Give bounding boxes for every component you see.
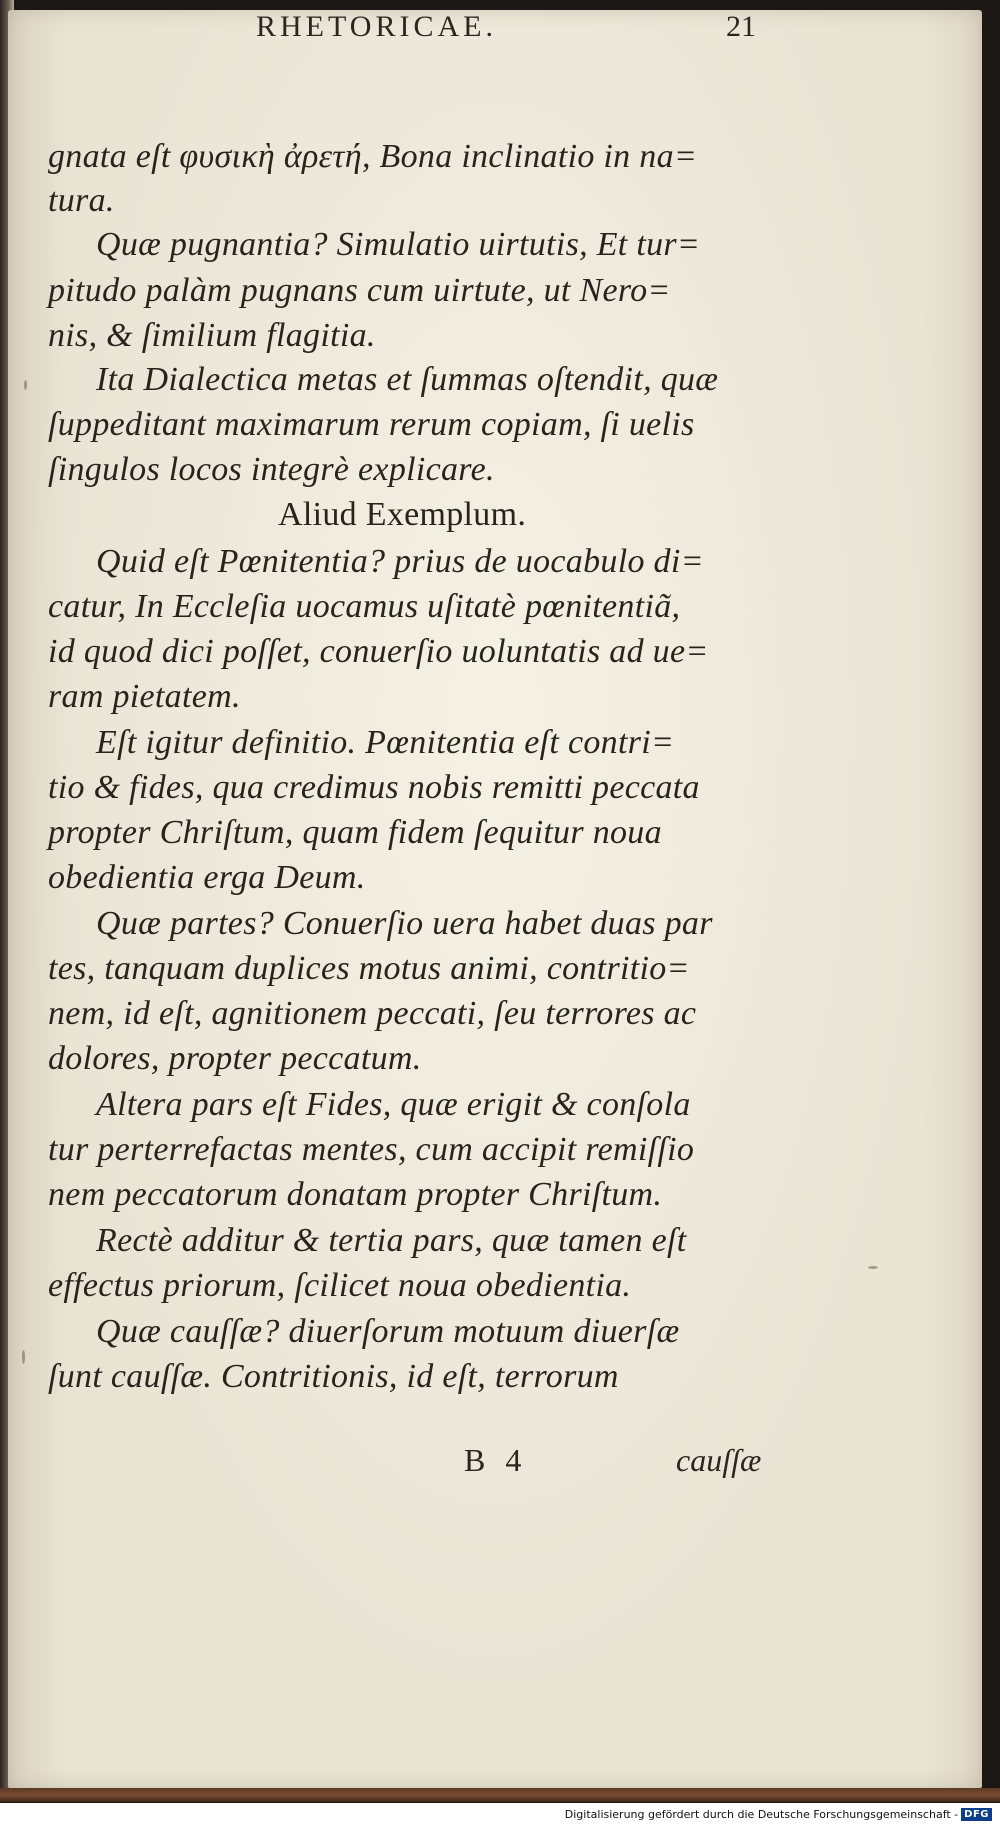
text-line: nem, id eſt, agnitionem peccati, ſeu terrores ac: [48, 995, 697, 1032]
text-line: tio & fides, qua credimus nobis remitti peccata: [48, 769, 700, 806]
text-line: Quid eſt Pœnitentia? prius de uocabulo di=: [96, 543, 704, 580]
section-heading: Aliud Exemplum.: [278, 496, 527, 533]
text-line: ſuppeditant maximarum rerum copiam, ſi uelis: [48, 406, 695, 443]
text-line: id quod dici poſſet, conuerſio uoluntatis ad ue=: [48, 633, 709, 670]
digitization-credit: [565, 1808, 992, 1821]
text-line: Eſt igitur definitio. Pœnitentia eſt contri=: [96, 724, 675, 761]
paper-speck: [24, 380, 27, 390]
text-line: Quæ pugnantia? Simulatio uirtutis, Et tur=: [96, 226, 701, 263]
text-line: effectus priorum, ſcilicet noua obedientia.: [48, 1267, 632, 1304]
catchword: cauſſæ: [676, 1442, 762, 1478]
text-line: Ita Dialectica metas et ſummas oſtendit, quæ: [96, 361, 719, 398]
dfg-logo: DFG: [961, 1808, 992, 1821]
text-line: Quæ cauſſæ? diuerſorum motuum diuerſæ: [96, 1313, 680, 1350]
page-footer-marks: [8, 1442, 982, 1486]
text-line: ram pietatem.: [48, 678, 241, 715]
text-line: ſingulos locos integrè explicare.: [48, 451, 495, 488]
text-line: tes, tanquam duplices motus animi, contritio=: [48, 950, 690, 987]
text-line: tur perterrefactas mentes, cum accipit remiſſio: [48, 1131, 695, 1168]
digitization-footer: [0, 1803, 1000, 1827]
book-page: [8, 10, 982, 1788]
running-head: [8, 10, 982, 50]
text-line: gnata eſt φυσικὴ ἀρετή, Bona inclinatio in na=: [48, 138, 698, 175]
text-line: Rectè additur & tertia pars, quæ tamen eſt: [96, 1222, 687, 1259]
text-line: tura.: [48, 182, 115, 219]
text-line: nis, & ſimilium flagitia.: [48, 317, 376, 354]
page-number: 21: [726, 10, 756, 43]
text-line: nem peccatorum donatam propter Chriſtum.: [48, 1176, 663, 1213]
text-line: obedientia erga Deum.: [48, 859, 366, 896]
credit-text: Digitalisierung gefördert durch die Deutsche Forschungsgemeinschaft -: [564, 1808, 959, 1821]
text-line: catur, In Eccleſia uocamus uſitatè pœnitentiã,: [48, 588, 681, 625]
text-line: dolores, propter peccatum.: [48, 1040, 422, 1077]
book-fore-edge: [0, 1788, 1000, 1802]
paper-speck: [868, 1266, 878, 1269]
text-line: Altera pars eſt Fides, quæ erigit & conſola: [96, 1086, 691, 1123]
text-line: ſunt cauſſæ. Contritionis, id eſt, terrorum: [48, 1358, 619, 1395]
text-line: propter Chriſtum, quam fidem ſequitur noua: [48, 814, 662, 851]
signature-mark: B 4: [464, 1442, 528, 1478]
paper-speck: [22, 1350, 25, 1364]
text-line: Quæ partes? Conuerſio uera habet duas par: [96, 905, 713, 942]
text-line: pitudo palàm pugnans cum uirtute, ut Nero=: [48, 272, 671, 309]
running-title: RHETORICAE.: [256, 10, 497, 43]
